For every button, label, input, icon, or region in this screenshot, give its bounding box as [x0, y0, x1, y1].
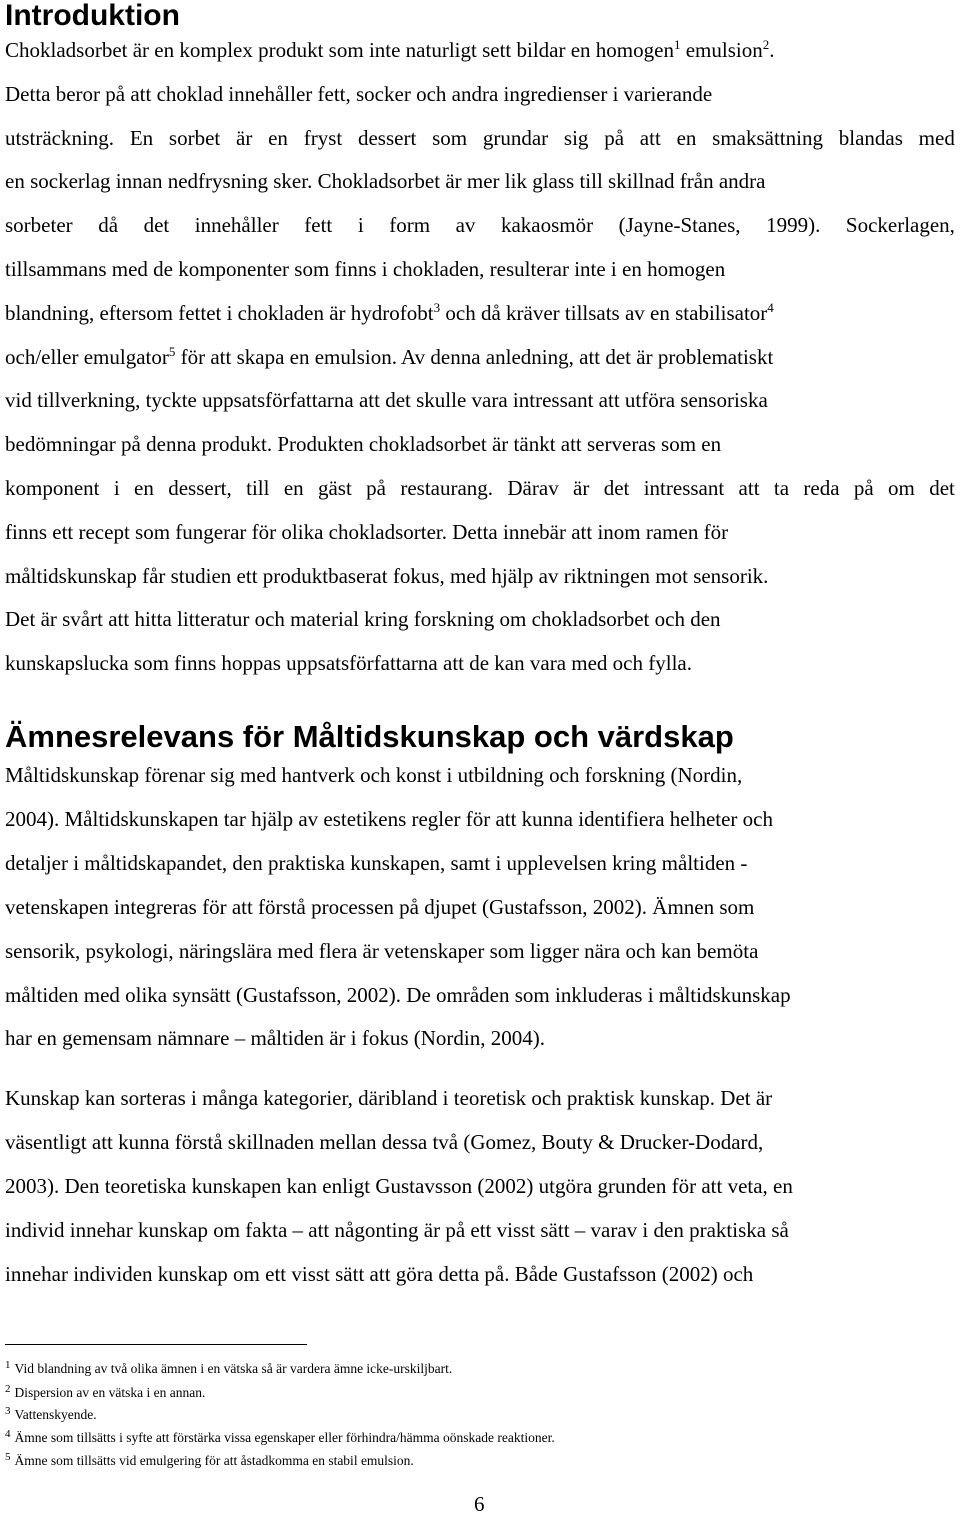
word: en [268, 125, 288, 150]
footnote-text: Vid blandning av två olika ämnen i en vätska så är vardera ämne icke-urskiljbart. [14, 1361, 453, 1376]
text-run: bedömningar på denna produkt. Produkten chokladsorbet är tänkt att serveras som en [5, 432, 722, 457]
text-run: individ innehar kunskap om fakta – att någonting är på ett visst sätt – varav i den praktiska så [5, 1217, 789, 1242]
text-run: emulsion [680, 38, 763, 62]
relevance-line [5, 849, 747, 877]
text-run: tillsammans med de komponenter som finns i chokladen, resulterar inte i en homogen [5, 257, 726, 281]
footnote-separator [5, 1344, 307, 1345]
relevance-line [5, 981, 791, 1009]
word: komponent [5, 476, 100, 500]
text-run: för att skapa en emulsion. Av denna anledning, att det är problematiskt [175, 344, 774, 369]
word: på [604, 125, 625, 150]
word: fryst [303, 125, 343, 150]
word: utsträckning. [5, 125, 115, 150]
intro-line [5, 167, 765, 195]
footnote-reference: 4 [767, 299, 774, 315]
word: restaurang. [400, 476, 494, 500]
relevance-line [5, 937, 758, 965]
footnote-number: 2 [5, 1382, 11, 1395]
text-run: vetenskapen integreras för att förstå processen på djupet (Gustafsson, 2002). Ämnen som [5, 894, 755, 919]
word: Sockerlagen, [845, 213, 955, 238]
word: reda [803, 476, 840, 500]
word: sorbeter [5, 213, 73, 238]
text-run: måltidskunskap får studien ett produktbaserat fokus, med hjälp av riktningen mot sensorik. [5, 563, 769, 588]
word: som [432, 125, 468, 150]
footnote-text: Vattenskyende. [14, 1407, 97, 1422]
footnote-2 [5, 1384, 205, 1402]
word: grundar [482, 125, 549, 150]
footnote-number: 5 [5, 1450, 11, 1463]
footnote-1 [5, 1360, 452, 1378]
text-run: vid tillverkning, tyckte uppsatsförfattarna att det skulle vara intressant att utföra sensoriska [5, 388, 768, 413]
page-number: 6 [474, 1492, 485, 1516]
relevance-line [5, 761, 742, 789]
text-run: Kunskap kan sorteras i många kategorier, däribland i teoretisk och praktisk kunskap. Det är [5, 1086, 773, 1110]
word: sig [563, 125, 589, 150]
word: sorbet [168, 125, 221, 150]
word: dessert [357, 125, 417, 150]
word: (Jayne-Stanes, [618, 213, 741, 238]
word: i [113, 476, 120, 500]
text-run: kunskapslucka som finns hoppas uppsatsförfattarna att de kan vara med och fylla. [5, 651, 692, 676]
word: blandas [838, 125, 903, 150]
word: det [603, 476, 630, 500]
intro-line [5, 430, 721, 458]
intro-line [5, 211, 955, 239]
word: på [366, 476, 386, 500]
intro-line [5, 605, 721, 633]
heading-amnesrelevans: Ämnesrelevans för Måltidskunskap och värdskap [5, 719, 734, 754]
word: i [357, 213, 364, 238]
footnote-4 [5, 1429, 555, 1447]
word: Därav [507, 476, 559, 500]
intro-line [5, 474, 955, 502]
text-run: väsentligt att kunna förstå skillnaden mellan dessa två (Gomez, Bouty & Drucker-Dodard, [5, 1129, 764, 1154]
word: det [143, 213, 170, 238]
intro-line [5, 562, 768, 590]
word: på [853, 476, 874, 500]
intro-line [5, 649, 692, 677]
relevance-line [5, 893, 754, 921]
knowledge-line [5, 1216, 789, 1244]
footnote-reference: 3 [433, 299, 441, 315]
intro-line [5, 343, 773, 371]
heading-introduktion: Introduktion [5, 0, 180, 32]
word: det [929, 476, 955, 500]
word: kakaosmör [500, 213, 594, 238]
word: dessert, [168, 476, 232, 500]
knowledge-line [5, 1084, 772, 1112]
intro-line [5, 299, 774, 327]
footnote-number: 1 [5, 1358, 11, 1371]
word: en [134, 476, 154, 500]
text-run: detaljer i måltidskapandet, den praktiska kunskapen, samt i upplevelsen kring måltiden - [5, 850, 748, 875]
text-run: . [769, 38, 775, 62]
text-run: 2004). Måltidskunskapen tar hjälp av estetikens regler för att kunna identifiera helheter och [5, 806, 773, 831]
knowledge-line [5, 1260, 753, 1288]
text-run: och då kräver tillsats av en stabilisator [440, 300, 768, 325]
text-run: 2003). Den teoretiska kunskapen kan enligt Gustavsson (2002) utgöra grunden för att veta, en [5, 1173, 793, 1198]
intro-line [5, 255, 725, 283]
text-run: blandning, eftersom fettet i chokladen är hydrofobt [5, 300, 434, 325]
text-run: Måltidskunskap förenar sig med hantverk och konst i utbildning och forskning (Nordin, [5, 763, 743, 787]
footnote-reference: 5 [168, 343, 176, 359]
footnote-reference: 1 [673, 37, 681, 52]
text-run: har en gemensam nämnare – måltiden är i fokus (Nordin, 2004). [5, 1026, 546, 1051]
word: gäst [317, 476, 352, 500]
footnote-number: 3 [5, 1404, 11, 1417]
word: till [246, 476, 270, 500]
knowledge-line [5, 1128, 763, 1156]
word: att [738, 476, 760, 500]
word: form [389, 213, 431, 238]
text-run: en sockerlag innan nedfrysning sker. Chokladsorbet är mer lik glass till skillnad från andra [5, 169, 766, 194]
word: med [918, 125, 955, 150]
word: av [455, 213, 476, 238]
text-run: Chokladsorbet är en komplex produkt som inte naturligt sett bildar en homogen [5, 38, 674, 62]
word: innehåller [194, 213, 279, 238]
word: fett [304, 213, 333, 238]
word: då [98, 213, 119, 238]
word: intressant [643, 476, 725, 500]
word: är [236, 125, 253, 150]
word: smaksättning [712, 125, 823, 150]
text-run: sensorik, psykologi, näringslära med flera är vetenskaper som ligger nära och kan bemöta [5, 938, 759, 963]
word: är [573, 476, 590, 500]
footnote-text: Ämne som tillsätts i syfte att förstärka vissa egenskaper eller förhindra/hämma oönskade reaktioner. [14, 1430, 555, 1445]
word: 1999). [766, 213, 821, 238]
word: att [639, 125, 661, 150]
footnote-5 [5, 1452, 414, 1470]
word: En [129, 125, 154, 150]
relevance-line [5, 805, 773, 833]
text-run: Detta beror på att choklad innehåller fett, socker och andra ingredienser i varierande [5, 81, 713, 106]
footnote-text: Dispersion av en vätska i en annan. [14, 1385, 206, 1400]
knowledge-line [5, 1172, 793, 1200]
footnote-3 [5, 1406, 97, 1424]
intro-line [5, 386, 768, 414]
word: ta [773, 476, 790, 500]
intro-line [5, 80, 712, 108]
footnote-number: 4 [5, 1427, 11, 1440]
text-run: innehar individen kunskap om ett visst sätt att göra detta på. Både Gustafsson (2002) och [5, 1261, 754, 1286]
text-run: måltiden med olika synsätt (Gustafsson, 2002). De områden som inkluderas i måltidskunskap [5, 982, 791, 1007]
text-run: och/eller emulgator [5, 344, 169, 369]
word: en [676, 125, 697, 150]
intro-line [5, 124, 955, 152]
text-run: Det är svårt att hitta litteratur och material kring forskning om chokladsorbet och den [5, 607, 721, 632]
intro-line [5, 36, 774, 64]
footnote-text: Ämne som tillsätts vid emulgering för att åstadkomma en stabil emulsion. [14, 1453, 414, 1468]
intro-line [5, 518, 728, 546]
relevance-line [5, 1024, 545, 1052]
footnote-reference: 2 [762, 37, 770, 52]
text-run: finns ett recept som fungerar för olika chokladsorter. Detta innebär att inom ramen för [5, 519, 729, 544]
word: en [283, 476, 304, 500]
word: om [888, 476, 915, 500]
